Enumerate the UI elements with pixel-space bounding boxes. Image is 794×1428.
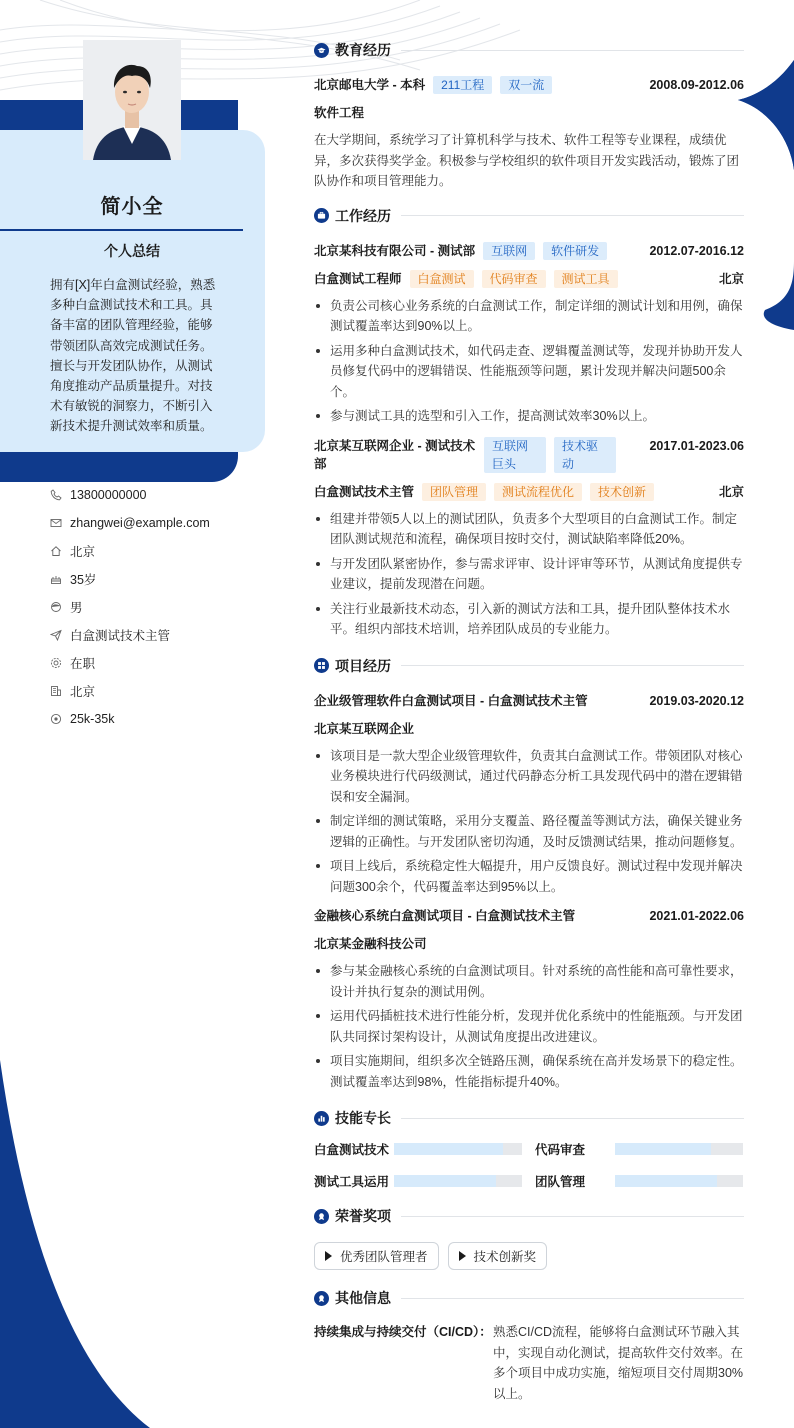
skills-grid	[314, 1140, 744, 1190]
job-tag: 技术驱动	[554, 437, 616, 473]
education-tag: 双一流	[500, 76, 552, 94]
job-skill-tag: 测试流程优化	[494, 483, 582, 501]
contact-phone: 13800000000	[50, 481, 250, 509]
contact-status: 在职	[50, 649, 250, 677]
project-entry	[314, 692, 744, 898]
list-item: 参与测试工具的选型和引入工作，提高测试效率30%以上。	[314, 406, 744, 427]
work-divider	[401, 215, 744, 216]
play-icon	[459, 1251, 466, 1261]
name-underline	[0, 229, 243, 231]
projects-title: 项目经历	[335, 657, 391, 674]
skill-fill	[394, 1175, 496, 1187]
project-header	[314, 907, 744, 925]
job-header	[314, 242, 744, 260]
other-header	[314, 1286, 744, 1310]
job-bullets	[314, 296, 744, 427]
list-item: 运用多种白盒测试技术，如代码走查、逻辑覆盖测试等，发现并协助开发人员修复代码中的逻辑错误、性能瓶颈等问题，累计发现并解决问题500余个。	[314, 341, 744, 403]
job-city: 北京	[718, 271, 744, 286]
job-company: 北京某科技有限公司 - 测试部	[314, 243, 476, 258]
skill-fill	[394, 1143, 503, 1155]
job-role-row	[314, 270, 744, 288]
education-header	[314, 38, 744, 62]
education-description: 在大学期间，系统学习了计算机科学与技术、软件工程等专业课程，成绩优异，多次获得奖学金。积极参与学校组织的软件项目开发实践活动，锻炼了团队协作和项目管理能力。	[314, 133, 740, 188]
skill-item	[535, 1172, 744, 1190]
list-item: 与开发团队紧密协作，参与需求评审、设计评审等环节，从测试角度提供专业建议，提前发现潜在问题。	[314, 554, 744, 595]
job-date: 2012.07-2016.12	[649, 243, 744, 258]
list-item: 项目实施期间，组织多次全链路压测，确保系统在高并发场景下的稳定性。测试覆盖率达到98%，性能指标提升40%。	[314, 1051, 744, 1092]
send-icon	[50, 629, 62, 641]
play-icon	[325, 1251, 332, 1261]
briefcase-icon	[314, 208, 329, 223]
avatar-portrait-icon	[83, 40, 181, 160]
list-item: 制定详细的测试策略，采用分支覆盖、路径覆盖等测试方法，确保关键业务逻辑的正确性。与开发团队密切沟通，及时反馈测试结果，推动问题修复。	[314, 811, 744, 852]
skill-fill	[615, 1143, 711, 1155]
job-company: 北京某互联网企业 - 测试技术部	[314, 438, 476, 471]
job-tag: 互联网巨头	[484, 437, 546, 473]
project-entry	[314, 907, 744, 1092]
skill-name: 代码审查	[535, 1143, 586, 1157]
projects-header	[314, 654, 744, 678]
contact-city: 北京	[50, 677, 250, 705]
building-icon	[50, 685, 62, 697]
project-company: 北京某金融科技公司	[314, 937, 427, 951]
project-name: 企业级管理软件白盒测试项目 - 白盒测试技术主管	[314, 693, 588, 708]
skill-name: 团队管理	[535, 1175, 586, 1189]
home-icon	[50, 545, 62, 557]
job-role-row	[314, 483, 744, 501]
avatar	[83, 40, 181, 160]
job-entry	[314, 437, 744, 640]
phone-icon	[50, 489, 62, 501]
job-header	[314, 437, 744, 473]
graduation-cap-icon	[314, 43, 329, 58]
skill-item	[314, 1172, 535, 1190]
job-skill-tag: 技术创新	[590, 483, 654, 501]
job-tag: 软件研发	[543, 242, 607, 260]
skill-bar	[394, 1143, 522, 1155]
education-divider	[401, 50, 744, 51]
awards-divider	[401, 1216, 744, 1217]
work-header	[314, 204, 744, 228]
list-item: 运用代码插桩技术进行性能分析，发现并优化系统中的性能瓶颈。与开发团队共同探讨架构设计，从测试角度提出改进建议。	[314, 1006, 744, 1047]
list-item: 负责公司核心业务系统的白盒测试工作，制定详细的测试计划和用例，确保测试覆盖率达到90%以上。	[314, 296, 744, 337]
other-key: 持续集成与持续交付（CI/CD）：	[314, 1325, 492, 1339]
summary-text: 拥有[X]年白盒测试经验，熟悉多种白盒测试技术和工具。具备丰富的团队管理经验，能够带领团队高效完成测试任务。擅长与开发团队协作，从测试角度推动产品质量提升。对技术有敏锐的洞察力，不断引入新技术提升测试效率和质量。	[50, 278, 216, 434]
other-title: 其他信息	[335, 1290, 391, 1306]
job-skill-tag: 代码审查	[482, 270, 546, 288]
status-icon	[50, 657, 62, 669]
list-item: 项目上线后，系统稳定性大幅提升，用户反馈良好。测试过程中发现并解决问题300余个，代码覆盖率达到95%以上。	[314, 856, 744, 897]
education-row	[314, 76, 744, 94]
skills-header	[314, 1106, 744, 1130]
candidate-name: 简小全	[100, 196, 164, 218]
skill-bar	[394, 1175, 522, 1187]
award-item: 技术创新奖	[448, 1242, 548, 1270]
skill-fill	[615, 1175, 717, 1187]
skill-item	[314, 1140, 535, 1158]
job-role: 白盒测试技术主管	[314, 484, 415, 499]
contact-email: zhangwei@example.com	[50, 509, 250, 537]
awards-list	[314, 1242, 744, 1270]
gender-icon	[50, 601, 62, 613]
education-section	[314, 38, 744, 192]
project-company: 北京某互联网企业	[314, 721, 415, 736]
skill-item	[535, 1140, 744, 1158]
contact-age: 35岁	[50, 565, 250, 593]
info-icon	[314, 1291, 329, 1306]
project-header	[314, 692, 744, 710]
job-role: 白盒测试工程师	[314, 271, 402, 286]
job-bullets	[314, 509, 744, 640]
skill-name: 测试工具运用	[314, 1175, 390, 1189]
contact-position: 白盒测试技术主管	[50, 621, 250, 649]
job-date: 2017.01-2023.06	[649, 438, 744, 453]
other-row	[314, 1322, 744, 1404]
bar-chart-icon	[314, 1111, 329, 1126]
project-name: 金融核心系统白盒测试项目 - 白盒测试技术主管	[314, 909, 576, 923]
education-title: 教育经历	[335, 42, 391, 58]
awards-header	[314, 1204, 744, 1228]
job-entry	[314, 242, 744, 427]
skills-section	[314, 1106, 744, 1190]
job-skill-tag: 白盒测试	[410, 270, 474, 288]
mail-icon	[50, 517, 62, 529]
other-section	[314, 1286, 744, 1404]
other-value: 熟悉CI/CD流程，能够将白盒测试环节融入其中，实现自动化测试，提高软件交付效率。在多个项目中成功实施，缩短项目交付周期30%以上。	[493, 1325, 744, 1401]
project-date: 2021.01-2022.06	[649, 909, 744, 923]
skills-title: 技能专长	[335, 1110, 391, 1126]
contact-salary: 25k-35k	[50, 705, 250, 733]
skill-bar	[615, 1175, 743, 1187]
award-item: 优秀团队管理者	[314, 1242, 439, 1270]
awards-title: 荣誉奖项	[335, 1208, 391, 1224]
skills-divider	[401, 1118, 744, 1119]
salary-icon	[50, 713, 62, 725]
projects-divider	[401, 665, 744, 666]
education-major: 软件工程	[314, 106, 365, 120]
main-content	[314, 38, 744, 1404]
projects-section	[314, 654, 744, 1093]
project-bullets	[314, 746, 744, 898]
project-bullets	[314, 961, 744, 1092]
contact-gender: 男	[50, 593, 250, 621]
grid-icon	[314, 658, 329, 673]
school-name: 北京邮电大学 - 本科	[314, 78, 426, 92]
job-skill-tag: 测试工具	[554, 270, 618, 288]
skill-bar	[615, 1143, 743, 1155]
summary-title: 个人总结	[104, 243, 160, 259]
contact-location: 北京	[50, 537, 250, 565]
awards-section	[314, 1204, 744, 1270]
list-item: 参与某金融核心系统的白盒测试项目。针对系统的高性能和高可靠性要求，设计并执行复杂的测试用例。	[314, 961, 744, 1002]
education-tag: 211工程	[433, 76, 492, 94]
contact-list	[50, 481, 250, 733]
list-item: 关注行业最新技术动态，引入新的测试方法和工具，提升团队整体技术水平。组织内部技术培训，培养团队成员的专业能力。	[314, 599, 744, 640]
award-icon	[314, 1209, 329, 1224]
list-item: 该项目是一款大型企业级管理软件，负责其白盒测试工作。带领团队对核心业务模块进行代码级测试，通过代码静态分析工具发现代码中的潜在逻辑错误和安全漏洞。	[314, 746, 744, 808]
education-date: 2008.09-2012.06	[649, 78, 744, 92]
job-city: 北京	[718, 484, 744, 499]
project-date: 2019.03-2020.12	[649, 693, 744, 708]
job-skill-tag: 团队管理	[422, 483, 486, 501]
job-tag: 互联网	[483, 242, 535, 260]
other-divider	[401, 1298, 744, 1299]
age-icon	[50, 573, 62, 585]
work-section	[314, 204, 744, 640]
list-item: 组建并带领5人以上的测试团队，负责多个大型项目的白盒测试工作。制定团队测试规范和流程，确保项目按时交付，测试缺陷率降低20%。	[314, 509, 744, 550]
skill-name: 白盒测试技术	[314, 1143, 390, 1157]
work-title: 工作经历	[335, 207, 391, 224]
